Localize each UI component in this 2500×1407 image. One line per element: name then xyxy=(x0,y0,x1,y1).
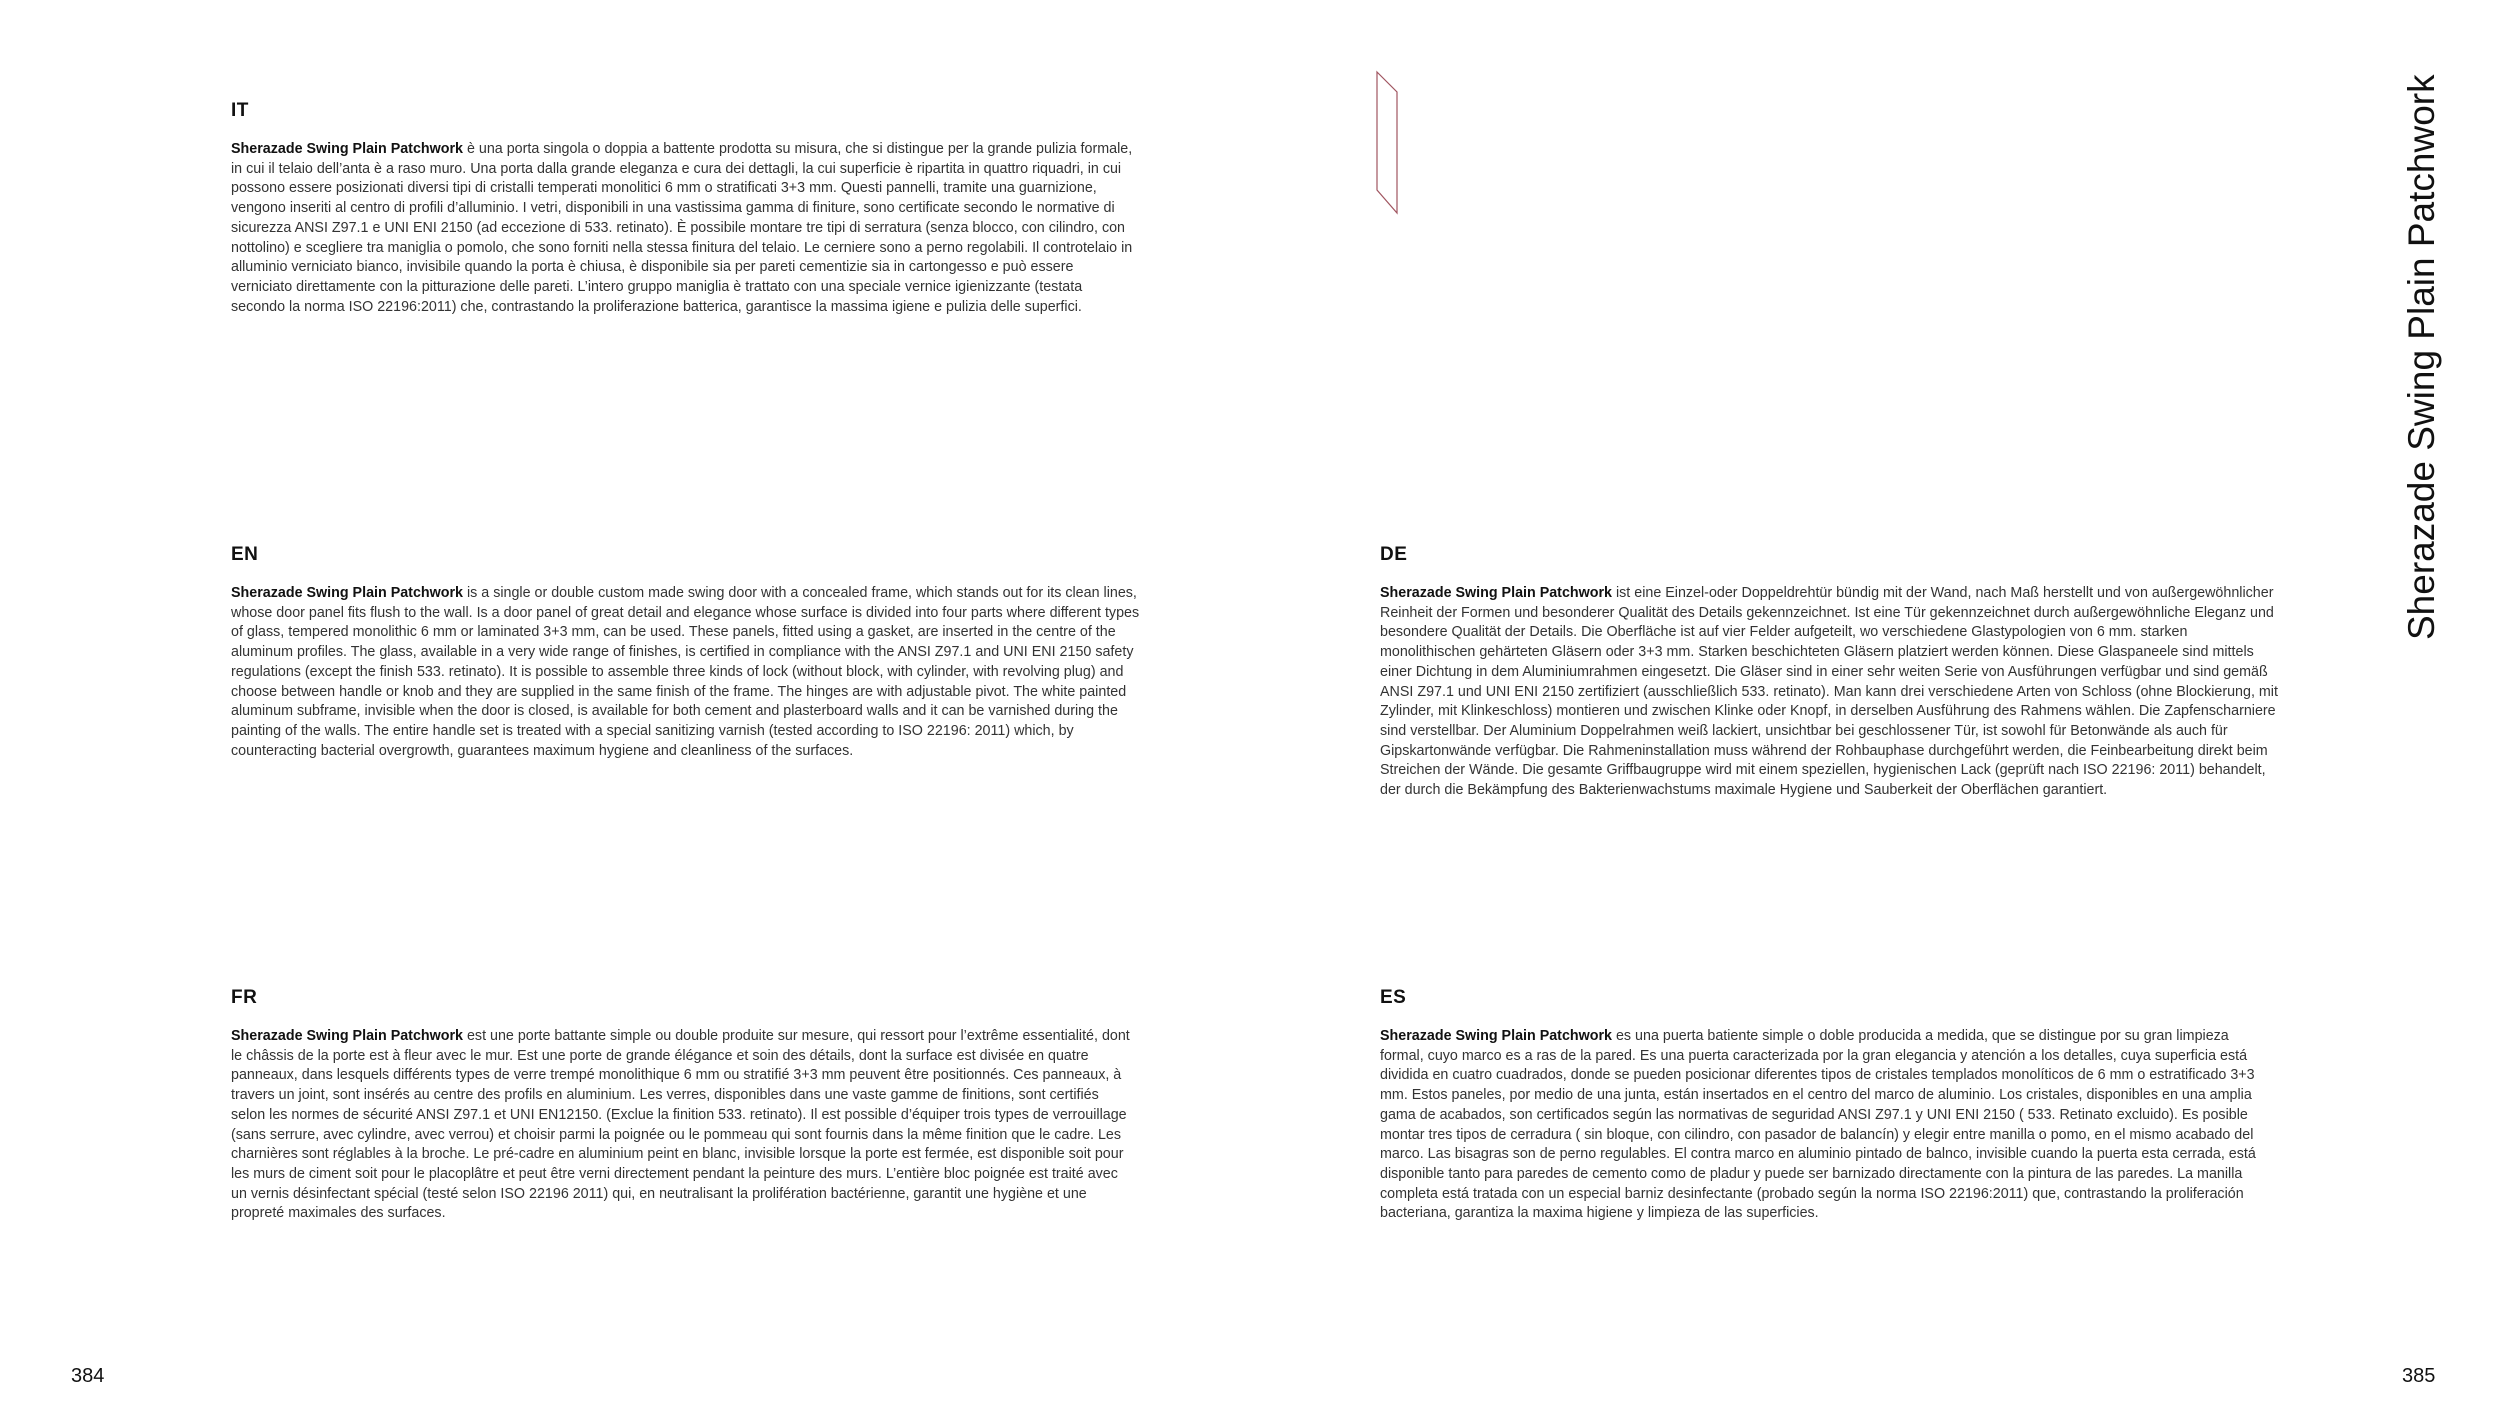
paragraph-fr xyxy=(231,1027,1131,1224)
product-name-en: Sherazade Swing Plain Patchwork xyxy=(231,585,463,601)
paragraph-text-fr: est une porte battante simple ou double produite sur mesure, qui ressort pour l’extrême essentialité, dont le châssis de la porte est à fleur avec le mur. Est une porte de grande élégance et soin des détails, dont la surface est divisée en quatre panneaux, dans lesquels différents types de verre trempé monolithique 6 mm ou stratifié 3+3 mm peuvent être positionnés. Ces panneaux, à travers un joint, sont insérés au centre des profils en aluminium. Les verres, disponibles dans une vaste gamme de finitions, sont certifiés selon les normes de sécurité ANSI Z97.1 et UNI EN12150. (Exclue la finition 533. retinato). Il est possible d’équiper trois types de verrouillage (sans serrure, avec cylindre, avec verrou) et choisir parmi la poignée ou le pommeau qui sont fournis dans la même finition que le cadre. Les charnières sont réglables à la broche. Le pré-cadre en aluminium peint en blanc, invisible lorsque la porte est fermée, est disponible soit pour les murs de ciment soit pour le placoplâtre et peut être verni directement pendant la peinture des murs. L’entière bloc poignée est traité avec un vernis désinfectant spécial (testé selon ISO 22196 2011) qui, en neutralisant la prolifération bactérienne, garantit une hygiène et une propreté maximales des surfaces. xyxy=(231,1028,1130,1222)
door-outline-icon xyxy=(1375,70,1405,215)
paragraph-text-de: ist eine Einzel-oder Doppeldrehtür bündig mit der Wand, nach Maß herstellt und von außergewöhnlicher Reinheit der Formen und besonderer Qualität des Details gekennzeichnet. Ist eine Tür gekennzeichnet durch außergewöhnliche Eleganz und besondere Qualität der Details. Die Oberfläche ist auf vier Felder aufgeteilt, wo verschiedene Glastypologien von 6 mm. starken monolithischen gehärteten Gläsern oder 3+3 mm. Starken beschichteten Gläsern platziert werden können. Diese Glaspaneele sind mittels einer Dichtung in dem Aluminiumrahmen eingesetzt. Die Gläser sind in einer sehr weiten Serie von Ausführungen verfügbar und sind gemäß ANSI Z97.1 und UNI ENI 2150 zertifiziert (ausschließlich 533. retinato). Man kann drei verschiedene Arten von Schloss (ohne Blockierung, mit Zylinder, mit Klinkeschloss) montieren und zwischen Klinke oder Knopf, in derselben Ausführung des Rahmens wählen. Die Zapfenscharniere sind verstellbar. Der Aluminium Doppelrahmen weiß lackiert, unsichtbar bei geschlossener Tür, ist sowohl für Betonwände als auch für Gipskartonwände verfügbar. Die Rahmeninstallation muss während der Rohbauphase durchgeführt werden, die Feinbearbeitung direkt beim Streichen der Wände. Die gesamte Griffbaugruppe wird mit einem speziellen, hygienischen Lack (geprüft nach ISO 22196: 2011) behandelt, der durch die Bekämpfung des Bakterienwachstums maximale Hygiene und Sauberkeit der Oberflächen garantiert. xyxy=(1380,585,2278,799)
section-fr xyxy=(231,987,1131,1224)
paragraph-text-es: es una puerta batiente simple o doble producida a medida, que se distingue por su gran limpieza formal, cuyo marco es a ras de la pared. Es una puerta caracterizada por la gran elegancia y atención a los detalles, cuya superficia está dividida en cuatro cuadrados, donde se pueden posicionar diferentes tipos de cristales templados monolíticos de 6 mm o estratificado 3+3 mm. Estos paneles, por medio de una junta, están insertados en el centro del marco de aluminio. Los cristales, disponibles en una amplia gama de acabados, son certificados según las normativas de seguridad ANSI Z97.1 y UNI ENI 2150 ( 533. Retinato excluido). Es posible montar tres tipos de cerradura ( sin bloque, con cilindro, con pasador de balancín) y elegir entre manilla o pomo, en el mismo acabado del marco. Las bisagras son de perno regulables. El contra marco en aluminio pintado de balnco, invisible cuando la puerta esta cerrada, está disponible tanto para paredes de cemento como de pladur y puede ser barnizado directamente con la pintura de las paredes. La manilla completa está tratada con un especial barniz desinfectante (probado según la norma ISO 22196:2011) que, contrastando la proliferación bacteriana, garantiza la maxima higiene y limpieza de las superficies. xyxy=(1380,1028,2256,1222)
product-name-it: Sherazade Swing Plain Patchwork xyxy=(231,141,463,157)
section-de xyxy=(1380,544,2285,801)
paragraph-en xyxy=(231,584,1141,761)
paragraph-es xyxy=(1380,1027,2275,1224)
language-heading-en: EN xyxy=(231,544,259,565)
page-number-right: 385 xyxy=(2402,1365,2436,1387)
paragraph-text-it: è una porta singola o doppia a battente prodotta su misura, che si distingue per la grande pulizia formale, in cui il telaio dell’anta è a raso muro. Una porta dalla grande eleganza e cura dei dettagli, la cui superficie è ripartita in quattro riquadri, in cui possono essere posizionati diversi tipi di cristalli temperati monolitici 6 mm o stratificati 3+3 mm. Questi pannelli, tramite una guarnizione, vengono inseriti al centro di profili d’alluminio. I vetri, disponibili in una vastissima gamma di finiture, sono certificate secondo le normative di sicurezza ANSI Z97.1 e UNI ENI 2150 (ad eccezione di 533. retinato). È possibile montare tre tipi di serratura (senza blocco, con cilindro, con nottolino) e scegliere tra maniglia o pomolo, che sono forniti nella stessa finitura del telaio. Le cerniere sono a perno regolabili. Il controtelaio in alluminio verniciato bianco, invisibile quando la porta è chiusa, è disponibile sia per pareti cementizie sia in cartongesso e può essere verniciato direttamente con la pitturazione delle pareti. L’intero gruppo maniglia è trattato con una speciale vernice igienizzante (testata secondo la norma ISO 22196:2011) che, contrastando la proliferazione batterica, garantisce la massima igiene e pulizia delle superfici. xyxy=(231,141,1133,315)
language-heading-es: ES xyxy=(1380,987,1407,1008)
paragraph-it xyxy=(231,140,1136,317)
section-es xyxy=(1380,987,2275,1224)
language-heading-it: IT xyxy=(231,100,249,121)
section-it xyxy=(231,100,1136,317)
paragraph-de xyxy=(1380,584,2285,801)
language-heading-fr: FR xyxy=(231,987,258,1008)
language-heading-de: DE xyxy=(1380,544,1408,565)
section-en xyxy=(231,544,1141,761)
product-name-de: Sherazade Swing Plain Patchwork xyxy=(1380,585,1612,601)
page-number-left: 384 xyxy=(71,1365,105,1387)
product-name-fr: Sherazade Swing Plain Patchwork xyxy=(231,1028,463,1044)
vertical-product-title: Sherazade Swing Plain Patchwork xyxy=(2401,74,2442,640)
product-name-es: Sherazade Swing Plain Patchwork xyxy=(1380,1028,1612,1044)
paragraph-text-en: is a single or double custom made swing door with a concealed frame, which stands out for its clean lines, whose door panel fits flush to the wall. Is a door panel of great detail and elegance whose surface is divided into four parts where different types of glass, tempered monolithic 6 mm or laminated 3+3 mm, can be used. These panels, fitted using a gasket, are inserted in the centre of the aluminum profiles. The glass, available in a very wide range of finishes, is certified in compliance with the ANSI Z97.1 and UNI ENI 2150 safety regulations (except the finish 533. retinato). It is possible to assemble three kinds of lock (without block, with cylinder, with revolving plug) and choose between handle or knob and they are supplied in the same finish of the frame. The hinges are with adjustable pivot. The white painted aluminum subframe, invisible when the door is closed, is available for both cement and plasterboard walls and it can be varnished during the painting of the walls. The entire handle set is treated with a special sanitizing varnish (tested according to ISO 22196: 2011) which, by counteracting bacterial overgrowth, guarantees maximum hygiene and cleanliness of the surfaces. xyxy=(231,585,1140,759)
